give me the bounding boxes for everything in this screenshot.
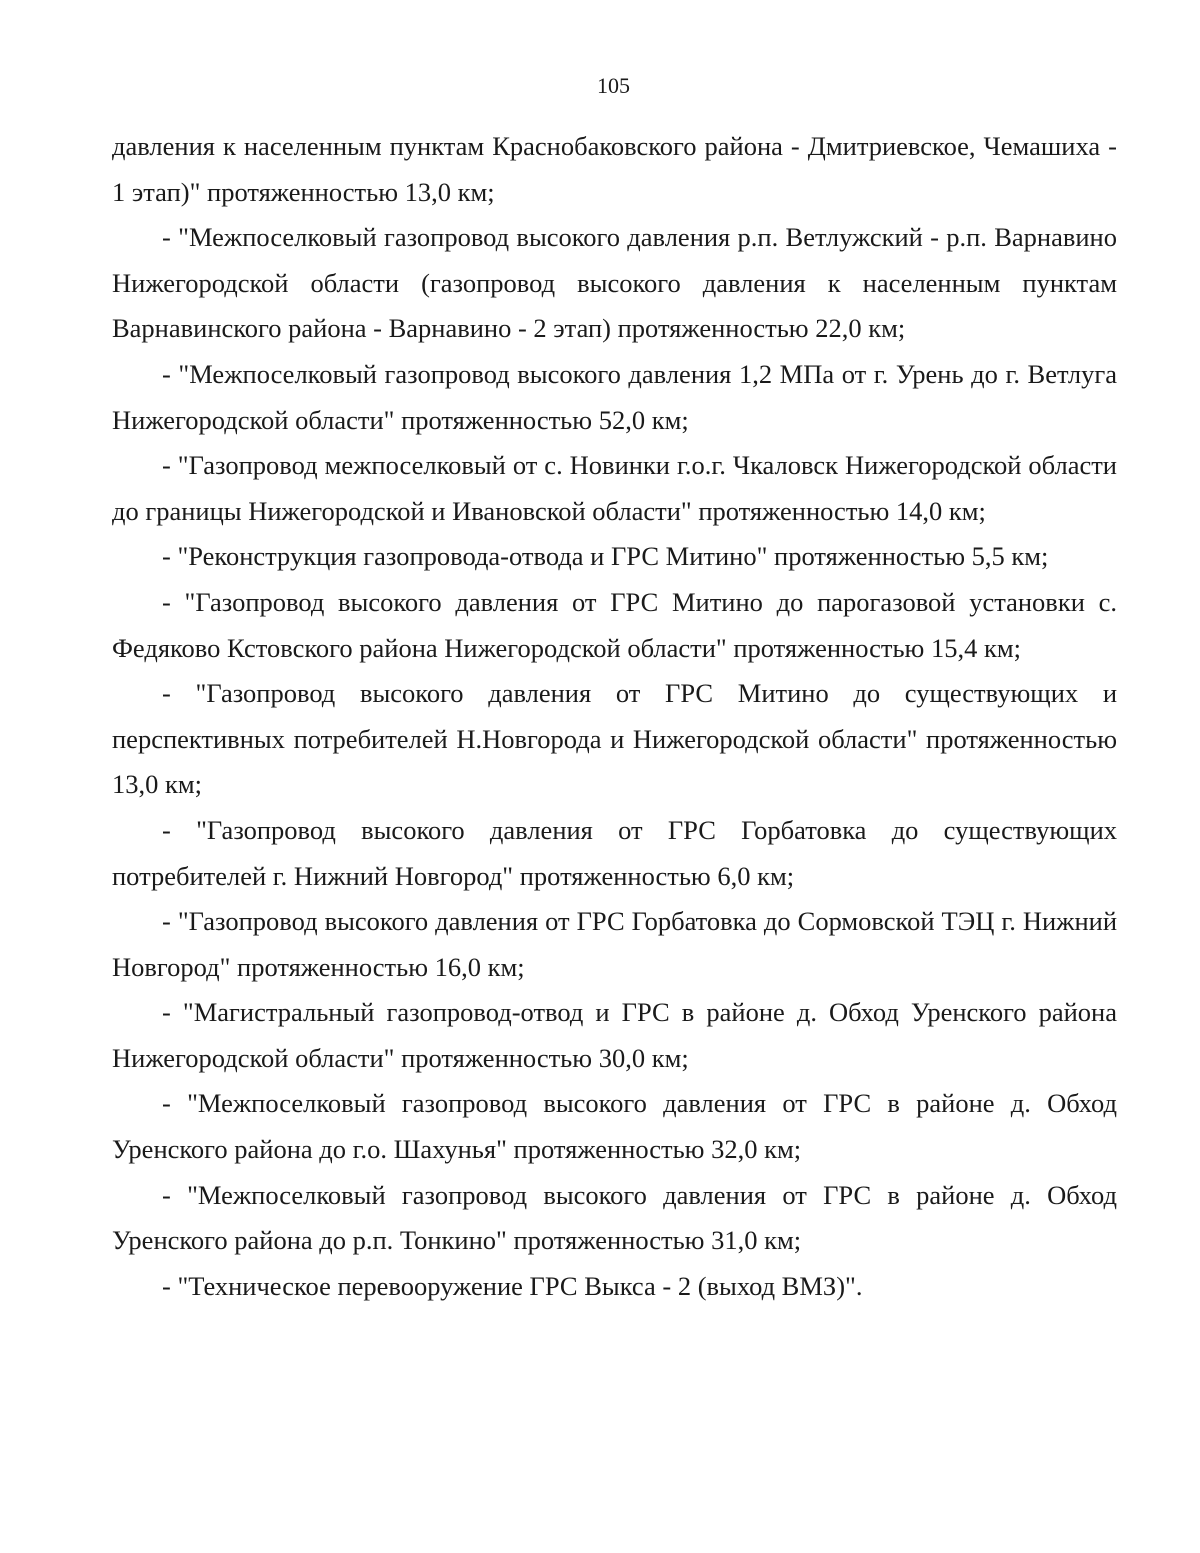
list-item-gorbatovka-consumers: - "Газопровод высокого давления от ГРС Горбатовка до существующих потребителей г. Нижний Новгород" протяженностью 6,0 км; bbox=[112, 814, 1117, 891]
list-item-mitino-reconstruction: - "Реконструкция газопровода-отвода и ГРС Митино" протяженностью 5,5 км; bbox=[162, 541, 1049, 572]
list-item-vetluzhsky-varnavino: - "Межпоселковый газопровод высокого давления р.п. Ветлужский - р.п. Варнавино Нижегородской области (газопровод высокого давления к населенным пунктам Варнавинского района - Варнавино - 2 этап) протяженностью 22,0 км; bbox=[112, 222, 1117, 344]
list-item-obhod-tonkino: - "Межпоселковый газопровод высокого давления от ГРС в районе д. Обход Уренского района до р.п. Тонкино" протяженностью 31,0 км; bbox=[112, 1179, 1117, 1256]
list-item-obhod-shakhunya: - "Межпоселковый газопровод высокого давления от ГРС в районе д. Обход Уренского района до г.о. Шахунья" протяженностью 32,0 км; bbox=[112, 1088, 1117, 1165]
list-item-vyksa-upgrade: - "Техническое перевооружение ГРС Выкса - 2 (выход ВМЗ)". bbox=[162, 1270, 863, 1301]
document-body bbox=[112, 124, 1117, 1309]
page-number: 105 bbox=[597, 73, 630, 98]
list-item-gorbatovka-sormovo: - "Газопровод высокого давления от ГРС Горбатовка до Сормовской ТЭЦ г. Нижний Новгород" протяженностью 16,0 км; bbox=[112, 906, 1117, 982]
list-item-uren-vetluga: - "Межпоселковый газопровод высокого давления 1,2 МПа от г. Урень до г. Ветлуга Нижегородской области" протяженностью 52,0 км; bbox=[112, 358, 1117, 435]
paragraph-continuation: давления к населенным пунктам Краснобаковского района - Дмитриевское, Чемашиха - 1 этап)" протяженностью 13,0 км; bbox=[112, 131, 1117, 207]
list-item-mitino-consumers: - "Газопровод высокого давления от ГРС Митино до существующих и перспективных потребителей Н.Новгорода и Нижегородской области" протяженностью 13,0 км; bbox=[112, 678, 1117, 800]
list-item-novinki-chkalovsk: - "Газопровод межпоселковый от с. Новинки г.о.г. Чкаловск Нижегородской области до границы Нижегородской и Ивановской области" протяженностью 14,0 км; bbox=[112, 450, 1117, 526]
list-item-obhod-branch: - "Магистральный газопровод-отвод и ГРС в районе д. Обход Уренского района Нижегородской области" протяженностью 30,0 км; bbox=[112, 997, 1117, 1073]
list-item-mitino-fedyakovo: - "Газопровод высокого давления от ГРС Митино до парогазовой установки с. Федяково Кстовского района Нижегородской области" протяженностью 15,4 км; bbox=[112, 586, 1117, 663]
